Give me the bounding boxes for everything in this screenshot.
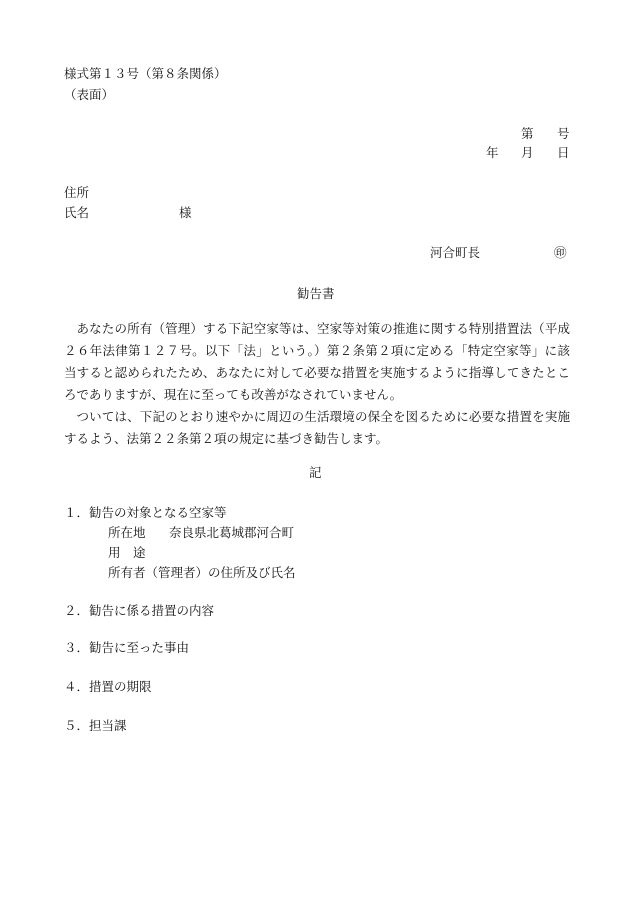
recipient-name-label: 氏名	[64, 205, 90, 220]
date-day: 日	[557, 145, 570, 160]
item-3: ３．勧告に至った事由	[64, 640, 190, 655]
ref-number-dai: 第	[521, 126, 534, 141]
date-month: 月	[521, 145, 534, 160]
form-side-label: （表面）	[64, 87, 115, 102]
body-paragraph-1: あなたの所有（管理）する下記空家等は、空家等対策の推進に関する特別措置法（平成２６年法律第１２７号。以下「法」という。）第２条第２項に定める「特定空家等」に該当すると認められたため、あなたに対して必要な措置を実施するように指導してきたところでありますが、現在に至っても改善がなされていません。	[64, 321, 570, 402]
item-5: ５．担当課	[64, 718, 127, 733]
sender-title: 河合町長	[430, 245, 481, 260]
ref-number-go: 号	[557, 126, 570, 141]
form-number: 様式第１３号（第８条関係）	[64, 66, 227, 81]
seal-mark: ㊞	[554, 245, 567, 260]
item-4: ４．措置の期限	[64, 679, 152, 694]
ki-heading: 記	[309, 465, 322, 480]
date-year: 年	[486, 145, 499, 160]
usage-label: 用 途	[108, 545, 146, 560]
owner-label: 所有者（管理者）の住所及び氏名	[108, 565, 296, 580]
body-paragraph-2: ついては、下記のとおり速やかに周辺の生活環境の保全を図るために必要な措置を実施するよう、法第２２条第２項の規定に基づき勧告します。	[64, 409, 570, 446]
recipient-honorific: 様	[179, 205, 192, 220]
item-1: １．勧告の対象となる空家等	[64, 505, 227, 520]
location-value: 奈良県北葛城郡河合町	[169, 525, 295, 540]
location-label: 所在地	[108, 525, 146, 540]
document-title: 勧告書	[297, 286, 335, 301]
item-2: ２．勧告に係る措置の内容	[64, 603, 215, 618]
recipient-address-label: 住所	[64, 185, 90, 200]
